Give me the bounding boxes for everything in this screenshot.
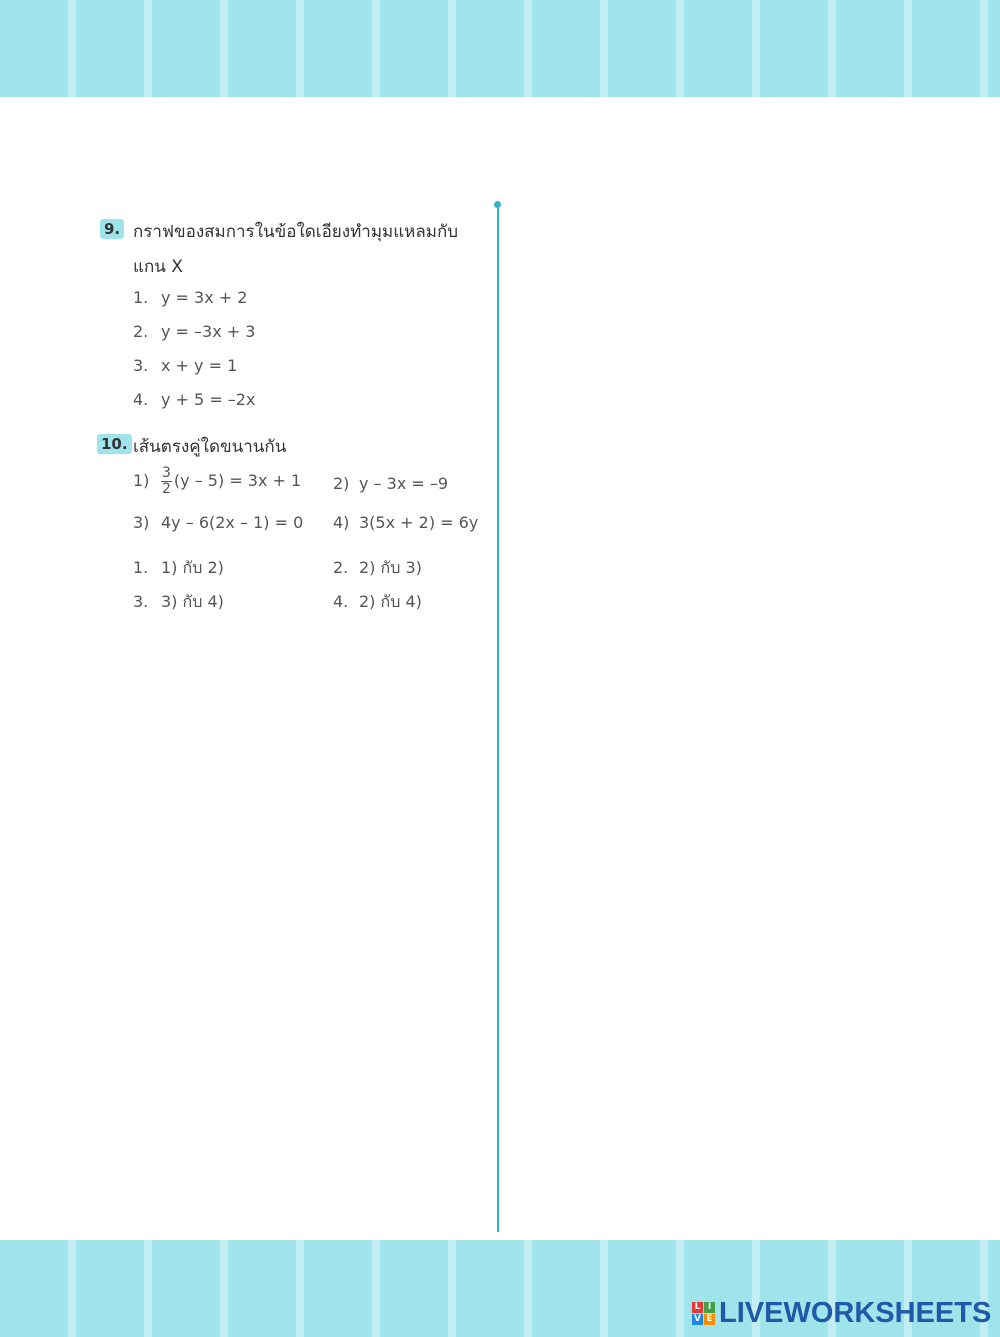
column-divider [497,206,499,1232]
logo-mark-icon [692,1302,715,1325]
q10-option-4-text: 2) กับ 4) [359,592,422,611]
q9-option-2-number: 2. [133,322,149,341]
q10-equation-1-text: (y – 5) = 3x + 1 [173,471,302,490]
question-10-text: เส้นตรงคู่ใดขนานกัน [133,437,287,457]
logo-mark-letter: L [692,1302,703,1313]
q9-option-1-text: y = 3x + 2 [161,288,248,307]
q10-option-2-number: 2. [333,558,349,577]
fraction-denominator: 2 [162,481,171,497]
q10-equation-4-text: 3(5x + 2) = 6y [359,513,479,532]
q9-option-3-text: x + y = 1 [161,356,238,375]
q10-option-3[interactable] [133,590,224,615]
q9-option-2-text: y = –3x + 3 [161,322,256,341]
q9-option-4[interactable] [133,390,255,409]
q10-option-1-number: 1. [133,558,149,577]
q10-equation-4 [333,513,478,532]
question-10-number: 10. [97,434,132,454]
fraction-numerator: 3 [162,465,171,481]
q9-option-2[interactable] [133,322,255,341]
q10-equation-1-label: 1) [133,471,150,490]
fraction [161,466,172,497]
question-9-number: 9. [100,219,124,239]
logo-mark-letter: E [704,1314,715,1325]
question-9-text-line2: แกน X [133,257,183,277]
top-decorative-band [0,0,1000,97]
q10-equation-2-label: 2) [333,474,350,493]
q10-equation-2 [333,474,448,493]
q10-option-4[interactable] [333,590,422,615]
q10-option-4-number: 4. [333,592,349,611]
q9-option-1[interactable] [133,288,247,307]
q9-option-4-number: 4. [133,390,149,409]
q10-equation-3-text: 4y – 6(2x – 1) = 0 [161,513,304,532]
q9-option-3[interactable] [133,356,237,375]
logo-mark-letter: V [692,1314,703,1325]
q10-equation-3 [133,513,303,532]
question-9-text-line1: กราฟของสมการในข้อใดเอียงทำมุมแหลมกับ [133,222,459,242]
q10-equation-2-text: y – 3x = –9 [359,474,449,493]
q10-equation-3-label: 3) [133,513,150,532]
q10-option-2[interactable] [333,556,422,581]
liveworksheets-logo[interactable] [692,1296,991,1330]
q10-option-3-text: 3) กับ 4) [161,592,224,611]
q9-option-4-text: y + 5 = –2x [161,390,256,409]
logo-text: LIVEWORKSHEETS [719,1296,992,1329]
q10-equation-1 [133,466,301,497]
q10-option-2-text: 2) กับ 3) [359,558,422,577]
logo-mark-letter: I [704,1302,715,1313]
q10-equation-4-label: 4) [333,513,350,532]
q10-option-3-number: 3. [133,592,149,611]
q10-option-1-text: 1) กับ 2) [161,558,224,577]
q10-option-1[interactable] [133,556,224,581]
q9-option-3-number: 3. [133,356,149,375]
q9-option-1-number: 1. [133,288,149,307]
